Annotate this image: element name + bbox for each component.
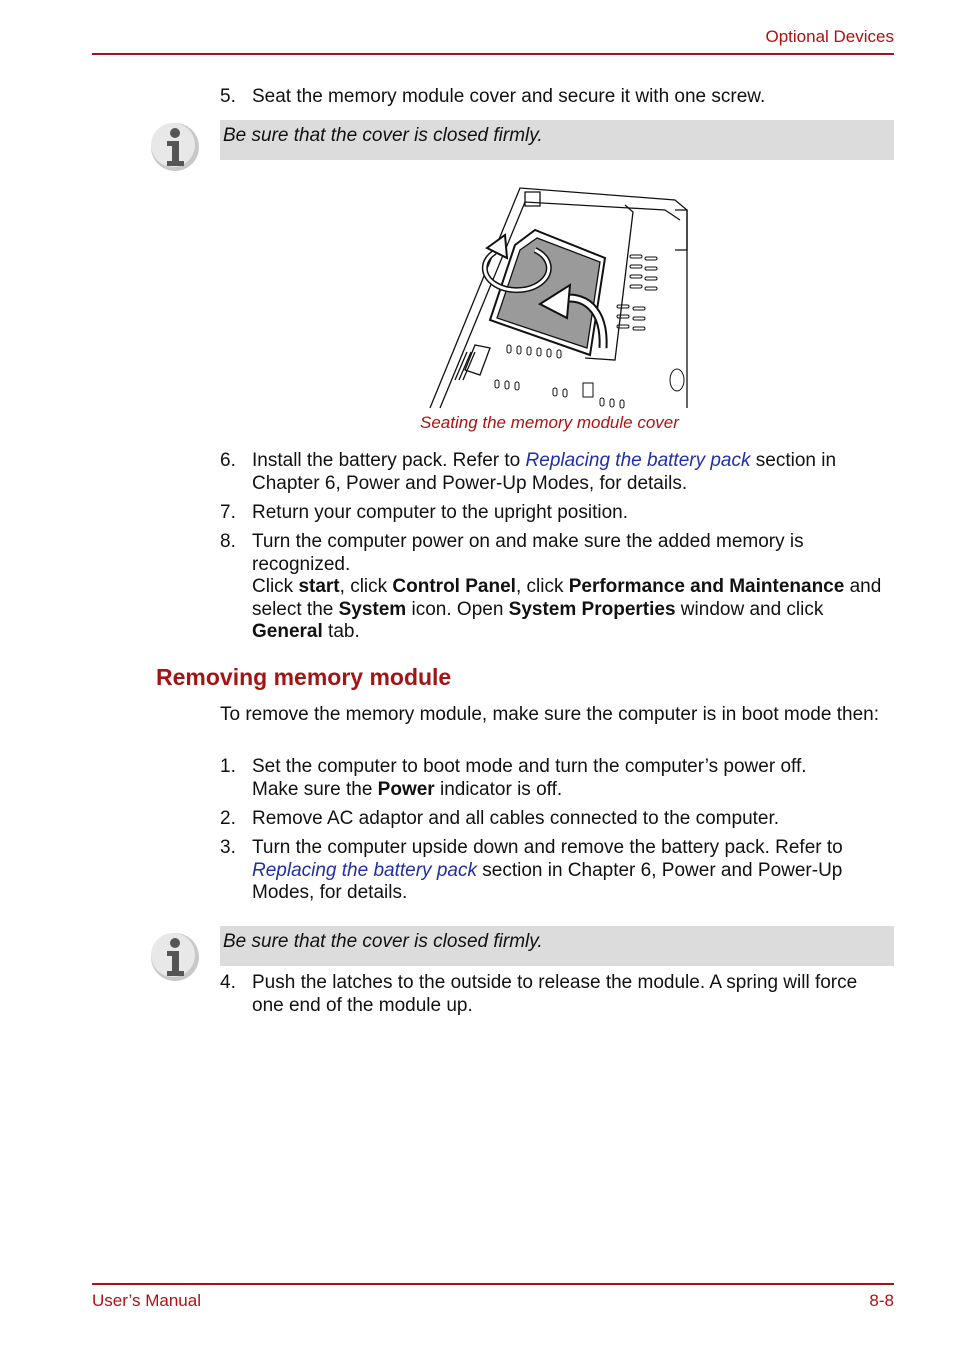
remove-step-1-text: Set the computer to boot mode and turn the computer’s power off. Make sure the Power indicator is off.	[252, 756, 807, 800]
remove-step-2-number: 2.	[220, 808, 236, 829]
remove-step-4-text: Push the latches to the outside to release the module. A spring will force one end of the module up.	[252, 972, 858, 1016]
info-icon	[149, 121, 201, 173]
figure-caption: Seating the memory module cover	[420, 413, 679, 432]
step-5-number: 5.	[220, 86, 236, 107]
info-icon	[149, 931, 201, 983]
remove-step-4-number: 4.	[220, 972, 236, 993]
battery-pack-link-2[interactable]: Replacing the battery pack	[252, 859, 477, 881]
step-7-text: Return your computer to the upright position.	[252, 502, 628, 523]
note-box-1	[220, 120, 894, 160]
step-6-text: Install the battery pack. Refer to Replacing the battery pack section in Chapter 6, Power and Power-Up Modes, for details.	[252, 450, 837, 494]
footer-rule	[92, 1283, 894, 1285]
page-number: 8-8	[869, 1291, 894, 1310]
section-intro: To remove the memory module, make sure the computer is in boot mode then:	[220, 704, 879, 725]
step-8-number: 8.	[220, 531, 236, 552]
note-1-text: Be sure that the cover is closed firmly.	[223, 125, 543, 146]
remove-step-2-text: Remove AC adaptor and all cables connected to the computer.	[252, 808, 780, 829]
step-6-number: 6.	[220, 450, 236, 471]
note-2-text: Be sure that the cover is closed firmly.	[223, 931, 543, 952]
header-rule	[92, 53, 894, 55]
step-8-text: Turn the computer power on and make sure the added memory is recognized. Click start, click Control Panel, click Performance and Maintenance and select the System icon. Open System Properties window and click General tab.	[252, 531, 892, 644]
remove-step-1-number: 1.	[220, 756, 236, 777]
step-8-instructions: Click start, click Control Panel, click Performance and Maintenance and select the System icon. Open System Properties window and click General tab.	[252, 576, 882, 642]
step-7-number: 7.	[220, 502, 236, 523]
battery-pack-link[interactable]: Replacing the battery pack	[525, 450, 751, 471]
step-5-text: Seat the memory module cover and secure it with one screw.	[252, 86, 766, 107]
note-box-2	[220, 926, 894, 966]
remove-step-3-text: Turn the computer upside down and remove the battery pack. Refer to Replacing the battery pack section in Chapter 6, Power and Power-Up Modes, for details.	[252, 837, 843, 903]
footer-manual-title: User’s Manual	[92, 1291, 201, 1310]
section-heading: Removing memory module	[156, 664, 452, 690]
header-section-title: Optional Devices	[765, 27, 894, 46]
remove-step-3-number: 3.	[220, 837, 236, 858]
memory-cover-illustration	[425, 180, 690, 410]
